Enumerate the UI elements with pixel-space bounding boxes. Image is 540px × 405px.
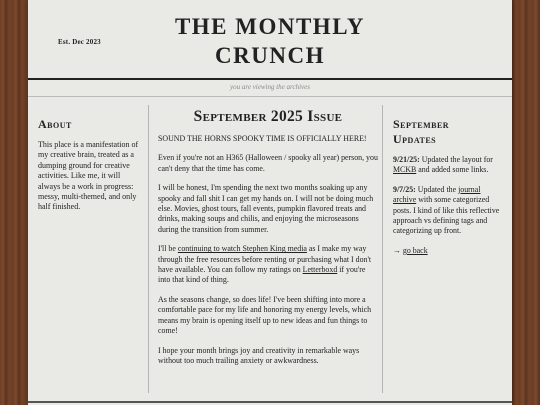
update-item-2 [393,185,505,237]
footer-divider [28,401,512,403]
issue-heading: September 2025 Issue [193,108,343,125]
site-title-line2: CRUNCH [215,43,325,68]
update-2-text-a: Updated the [415,184,459,194]
issue-p4-text-a: I'll be [158,244,178,254]
update-1-text-a: Updated the layout for [419,155,493,164]
issue-paragraph-5: As the seasons change, so does life! I've been shifting into more a comfortable pace for my life and honoring my energy levels, which means my brain is opening itself up to new ideas and fun things to come! [158,294,372,336]
issue-paragraph-4 [158,244,378,286]
update-date-1: 9/21/25: [393,155,420,164]
updates-heading-line1: September [393,117,450,131]
updates-column [393,117,505,265]
header-divider [28,78,512,80]
update-1-text-b: and added some links. [416,165,489,175]
issue-paragraph-1: SOUND THE HORNS SPOOKY TIME IS OFFICIALLY HERE! [158,134,367,143]
issue-paragraph-3: I will be honest, I'm spending the next two months soaking up any spooky and fall shit I can get my hands on. I will not be doing much else. Movies, ghost tours, fall events, pumpkin flavored treats and drinks, making soups and chilis, and enjoying the microseasons during the transition from summer. [158,183,374,234]
updates-heading [393,117,505,147]
letterboxd-link[interactable]: Letterboxd [302,265,338,275]
established-date: Est. Dec 2023 [58,38,101,46]
issue-paragraph-2: Even if you're not an H365 (Halloween / spooky all year) person, you can't deny that the time has come. [158,153,378,173]
arrow-right-icon: → [393,245,401,255]
mckb-link[interactable]: MCKB [393,165,417,175]
page-paper [28,0,512,405]
go-back-link[interactable]: go back [402,245,428,255]
updates-heading-line2: Updates [393,132,437,146]
update-2-text-b: with some categorized posts. I kind of like this reflective approach vs defining tags and categorizing up front. [393,195,500,236]
go-back-row [393,246,505,256]
about-heading: About [38,117,72,131]
stephen-king-media-link[interactable]: continuing to watch Stephen King media [177,244,307,254]
site-title-line1: THE MONTHLY [174,14,366,39]
about-text: This place is a manifestation of my creative brain, treated as a dumping ground for creative activities. Like me, it will always be a work in progress: messy, multi-themed, and only half finished. [38,140,139,212]
site-title [158,12,382,70]
subheader-divider [28,96,512,97]
archive-notice: you are viewing the archives [230,83,310,91]
issue-p4-text-c: if you're into that kind of thing. [158,265,366,285]
column-divider-left [148,105,149,393]
column-divider-right [382,105,383,393]
issue-p4-text-b: as I make my way through the free resources before renting or purchasing what I don't have available. You can follow my ratings on [158,244,372,275]
about-column [38,117,144,213]
issue-column [158,108,378,375]
journal-archive-link[interactable]: journal archive [393,184,481,205]
issue-paragraph-6: I hope your month brings joy and creativity in remarkable ways without too much trailing anxiety or awkwardness. [158,345,360,365]
update-item-1 [393,155,505,176]
update-date-2: 9/7/25: [393,184,416,194]
masthead [28,0,512,78]
